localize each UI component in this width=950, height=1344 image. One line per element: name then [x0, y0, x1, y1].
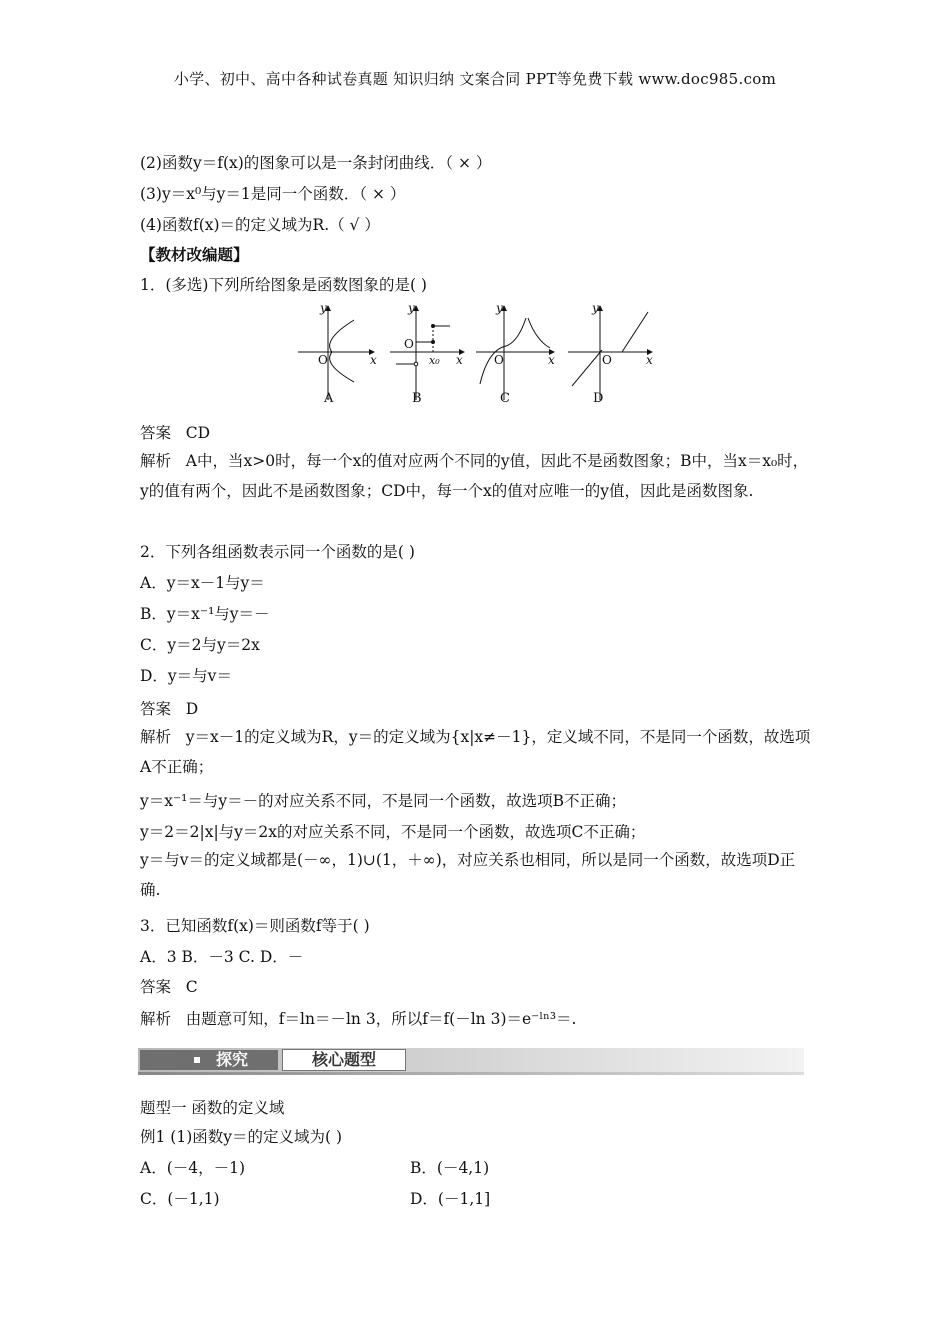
topic-title: 题型一 函数的定义域 — [140, 1099, 285, 1117]
graph-b — [390, 306, 464, 400]
analysis-label: 解析 — [140, 1010, 172, 1028]
graph-b-y-label: y — [408, 301, 415, 315]
q1-graphs-figure — [292, 300, 662, 412]
graph-b-x0-label: x₀ — [429, 354, 440, 367]
example-stem: 例1 (1)函数y＝的定义域为( ) — [140, 1128, 343, 1146]
graph-a-origin: O — [318, 353, 328, 367]
q2-option-d: D．y＝与v＝ — [140, 667, 232, 685]
graph-c-y-label: y — [496, 301, 503, 315]
graph-b-origin: O — [404, 337, 414, 351]
q2-answer-row — [140, 697, 198, 719]
q3-analysis — [140, 1007, 576, 1029]
graph-a-x-label: x — [370, 353, 377, 367]
analysis-text: A中，当x>0时，每一个x的值对应两个不同的y值，因此不是函数图象；B中，当x＝x₀时，y的值有两个，因此不是函数图象；CD中，每一个x的值对应唯一的y值，因此是函数图象. — [140, 452, 809, 500]
graph-a-y-label: y — [320, 301, 327, 315]
graph-c-label: C — [500, 391, 510, 406]
graph-d-label: D — [593, 391, 604, 406]
q2-analysis-1 — [140, 722, 812, 782]
graph-b-label: B — [412, 391, 422, 406]
q3-answer-row — [140, 975, 198, 997]
q2-analysis-4: y＝与v＝的定义域都是(－∞，1)∪(1，＋∞)，对应关系也相同，所以是同一个函数，故选项D正确. — [140, 851, 796, 899]
banner-left-text: 探究 — [216, 1050, 249, 1069]
q1-analysis — [140, 446, 812, 506]
graph-d-y-label: y — [592, 301, 599, 315]
answer-value: CD — [185, 424, 211, 442]
example-option-b: B．(－4,1) — [410, 1159, 490, 1177]
analysis-text: 由题意可知，f＝ln＝－ln 3，所以f＝f(－ln 3)＝e⁻ˡⁿ³＝. — [185, 1010, 577, 1028]
answer-value: C — [185, 978, 198, 996]
banner-shadow — [138, 1072, 804, 1075]
q2-option-b: B．y＝x⁻¹与y＝－ — [140, 605, 270, 623]
q1-stem: 1．(多选)下列所给图象是函数图象的是( ) — [140, 276, 427, 294]
analysis-label: 解析 — [140, 728, 172, 746]
q2-analysis-2: y＝x⁻¹＝与y＝－的对应关系不同，不是同一个函数，故选项B不正确； — [140, 792, 627, 810]
banner-right-box: 核心题型 — [282, 1049, 406, 1071]
graph-a-label: A — [324, 391, 334, 406]
example-option-a: A．(－4，－1) — [140, 1159, 246, 1177]
answer-label: 答案 — [140, 424, 172, 442]
answer-label: 答案 — [140, 978, 172, 996]
analysis-text: y＝x－1的定义域为R，y＝的定义域为{x|x≠－1}，定义域不同，不是同一个函数，故选项A不正确； — [140, 728, 811, 776]
judgment-2: (2)函数y＝f(x)的图象可以是一条封闭曲线．（ × ） — [140, 154, 492, 172]
section-title: 【教材改编题】 — [140, 245, 249, 264]
q2-analysis-3: y＝2＝2|x|与y＝2x的对应关系不同，不是同一个函数，故选项C不正确； — [140, 823, 646, 841]
graph-c-x-label: x — [548, 353, 555, 367]
graph-d-x-label: x — [646, 353, 653, 367]
banner-square-icon — [194, 1057, 200, 1063]
q3-stem: 3．已知函数f(x)＝则函数f等于( ) — [140, 917, 370, 935]
banner-left-box — [140, 1050, 278, 1070]
q2-option-c: C．y＝2与y＝2x — [140, 636, 260, 654]
q2-stem: 2．下列各组函数表示同一个函数的是( ) — [140, 543, 415, 561]
graph-c — [476, 306, 554, 400]
example-option-c: C．(－1,1) — [140, 1190, 220, 1208]
answer-label: 答案 — [140, 700, 172, 718]
graph-a — [298, 306, 374, 400]
q2-option-a: A．y＝x－1与y＝ — [140, 574, 265, 592]
judgment-3: (3)y＝x⁰与y＝1是同一个函数．（ × ） — [140, 185, 406, 203]
section-banner — [138, 1048, 804, 1076]
q1-answer-row — [140, 421, 210, 443]
graph-d-origin: O — [602, 353, 612, 367]
graph-b-x-label: x — [456, 353, 463, 367]
q3-options: A．3 B．－3 C. D．－ — [140, 948, 304, 966]
answer-value: D — [185, 700, 199, 718]
graph-c-origin: O — [494, 353, 504, 367]
judgment-4: (4)函数f(x)＝的定义域为R.（ √ ） — [140, 216, 380, 234]
example-option-d: D．(－1,1] — [410, 1190, 491, 1208]
page-header: 小学、初中、高中各种试卷真题 知识归纳 文案合同 PPT等免费下载 www.doc985.com — [173, 70, 777, 88]
analysis-label: 解析 — [140, 452, 172, 470]
